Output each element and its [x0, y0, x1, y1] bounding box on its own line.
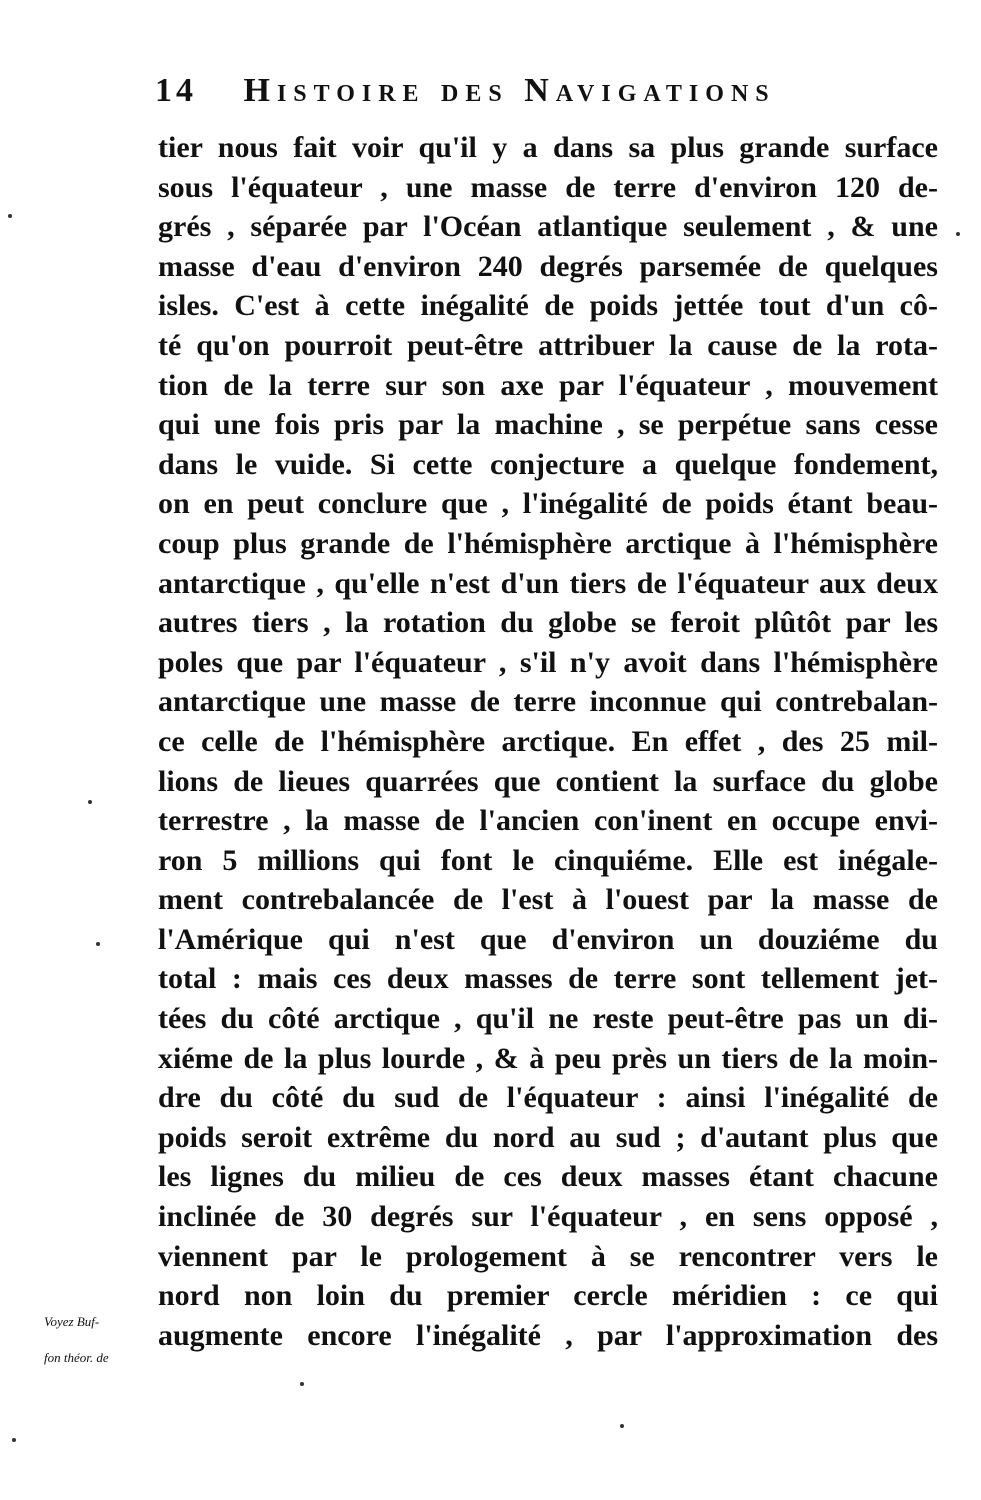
- text-line: ce celle de l'hémisphère arctique. En effet , des 25 mil-: [158, 724, 938, 758]
- text-line: sous l'équateur , une masse de terre d'environ 120 de-: [158, 170, 938, 204]
- margin-note: [44, 1304, 156, 1376]
- text-line: grés , séparée par l'Océan atlantique seulement , & une: [158, 210, 938, 244]
- text-line: ron 5 millions qui font le cinquiéme. Elle est inégale-: [158, 843, 938, 877]
- text-line: l'Amérique qui n'est que d'environ un douziéme du: [158, 922, 938, 956]
- text-line: terrestre , la masse de l'ancien con'inent en occupe envi-: [158, 804, 938, 838]
- ink-speck: [88, 800, 92, 804]
- text-line: autres tiers , la rotation du globe se feroit plûtôt par les: [158, 606, 938, 640]
- ink-speck: [96, 942, 100, 946]
- margin-note-line: fon théor. de: [44, 1350, 109, 1365]
- text-line: dans le vuide. Si cette conjecture a quelque fondement,: [158, 447, 938, 481]
- text-line: qui une fois pris par la machine , se perpétue sans cesse: [158, 408, 938, 442]
- ink-speck: [8, 214, 12, 218]
- text-line: xiéme de la plus lourde , & à peu près un tiers de la moin-: [158, 1041, 938, 1075]
- text-line: viennent par le prologement à se rencontrer vers le: [158, 1239, 938, 1273]
- ink-speck: [620, 1424, 624, 1428]
- ink-speck: [300, 1382, 304, 1386]
- text-line: tées du côté arctique , qu'il ne reste peut-être pas un di-: [158, 1002, 938, 1036]
- text-line: tier nous fait voir qu'il y a dans sa plus grande surface: [158, 131, 938, 164]
- body-text: [158, 128, 938, 1355]
- text-line: dre du côté du sud de l'équateur : ainsi l'inégalité de: [158, 1081, 938, 1115]
- text-line: antarctique , qu'elle n'est d'un tiers de l'équateur aux deux: [158, 566, 938, 600]
- ink-speck: [12, 1438, 16, 1442]
- text-line: poles que par l'équateur , s'il n'y avoit dans l'hémisphère: [158, 645, 938, 679]
- running-title: Histoire des Navigations: [243, 72, 776, 109]
- margin-note-line: Voyez Buf-: [44, 1314, 100, 1329]
- text-line: nord non loin du premier cercle méridien : ce qui: [158, 1279, 938, 1313]
- text-line: inclinée de 30 degrés sur l'équateur , en sens opposé ,: [158, 1200, 938, 1234]
- text-line: ment contrebalancée de l'est à l'ouest par la masse de: [158, 883, 938, 917]
- text-line: antarctique une masse de terre inconnue qui contrebalan-: [158, 685, 938, 719]
- text-line: on en peut conclure que , l'inégalité de poids étant beau-: [158, 487, 938, 521]
- text-line: isles. C'est à cette inégalité de poids jettée tout d'un cô-: [158, 289, 938, 323]
- ink-speck: [956, 232, 960, 236]
- text-line: coup plus grande de l'hémisphère arctique à l'hémisphère: [158, 526, 938, 560]
- page-number: 14: [155, 72, 197, 109]
- text-line: tion de la terre sur son axe par l'équateur , mouvement: [158, 368, 938, 402]
- page-header: [155, 72, 845, 122]
- text-line: té qu'on pourroit peut-être attribuer la cause de la rota-: [158, 328, 938, 362]
- text-line: total : mais ces deux masses de terre sont tellement jet-: [158, 962, 938, 996]
- text-line: poids seroit extrême du nord au sud ; d'autant plus que: [158, 1120, 938, 1154]
- text-line: les lignes du milieu de ces deux masses étant chacune: [158, 1160, 938, 1194]
- text-line: masse d'eau d'environ 240 degrés parsemée de quelques: [158, 249, 938, 283]
- text-line: augmente encore l'inégalité , par l'approximation des: [158, 1318, 938, 1352]
- text-line: lions de lieues quarrées que contient la surface du globe: [158, 764, 938, 798]
